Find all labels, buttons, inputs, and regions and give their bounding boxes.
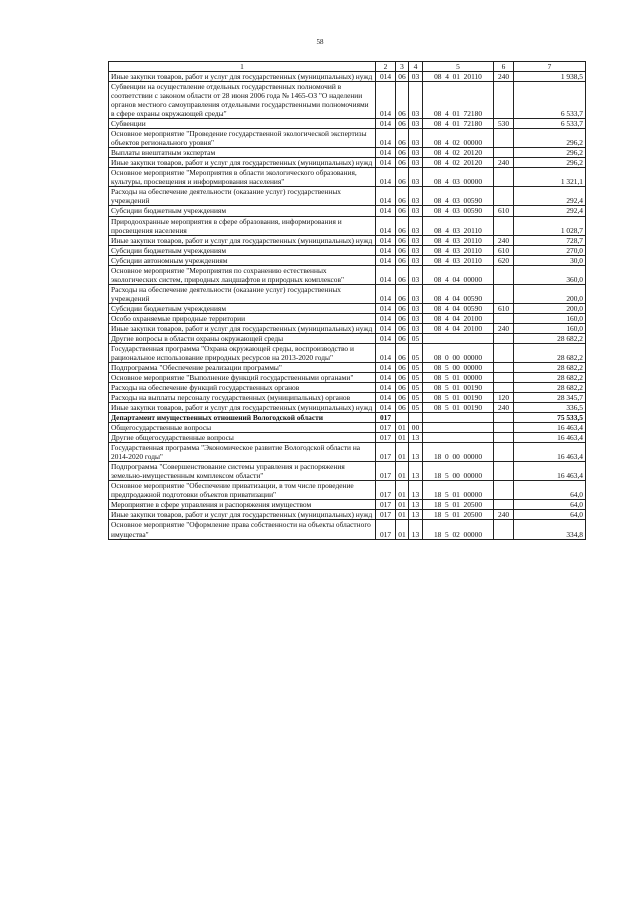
row-section: 06 — [396, 235, 409, 245]
row-section: 06 — [396, 362, 409, 372]
row-expense-type — [494, 413, 514, 423]
row-subsection: 05 — [409, 383, 423, 393]
row-name: Расходы на обеспечение деятельности (оказание услуг) государственных учреждений — [109, 284, 376, 303]
row-name: Основное мероприятие "Мероприятия по сохранению естественных экологических систем, природных ландшафтов и природных комплексов" — [109, 265, 376, 284]
row-section: 06 — [396, 148, 409, 158]
table-row — [109, 82, 586, 119]
row-target-article — [423, 423, 494, 433]
row-admin-code: 014 — [376, 373, 396, 383]
row-subsection: 13 — [409, 443, 423, 462]
row-admin-code: 017 — [376, 423, 396, 433]
row-expense-type: 530 — [494, 119, 514, 129]
row-admin-code: 017 — [376, 520, 396, 539]
row-amount: 16 463,4 — [514, 462, 586, 481]
table-row — [109, 510, 586, 520]
row-subsection: 05 — [409, 333, 423, 343]
table-row — [109, 245, 586, 255]
row-section: 06 — [396, 373, 409, 383]
row-name: Субсидии бюджетным учреждениям — [109, 245, 376, 255]
row-expense-type — [494, 313, 514, 323]
row-subsection: 03 — [409, 216, 423, 235]
row-name: Подпрограмма "Совершенствование системы управления и распоряжения земельно-имущественным комплексом области" — [109, 462, 376, 481]
table-row — [109, 323, 586, 333]
row-admin-code: 014 — [376, 216, 396, 235]
table-row — [109, 168, 586, 187]
row-name: Иные закупки товаров, работ и услуг для государственных (муниципальных) нужд — [109, 235, 376, 245]
row-expense-type — [494, 520, 514, 539]
row-name: Иные закупки товаров, работ и услуг для государственных (муниципальных) нужд — [109, 403, 376, 413]
row-subsection: 05 — [409, 343, 423, 362]
row-target-article: 08 4 04 20100 — [423, 323, 494, 333]
table-row — [109, 393, 586, 403]
row-admin-code: 017 — [376, 433, 396, 443]
table-row — [109, 462, 586, 481]
row-expense-type — [494, 333, 514, 343]
row-section: 06 — [396, 119, 409, 129]
row-section: 01 — [396, 500, 409, 510]
row-subsection: 03 — [409, 245, 423, 255]
table-row — [109, 500, 586, 510]
row-admin-code: 014 — [376, 333, 396, 343]
row-subsection: 03 — [409, 72, 423, 82]
row-target-article: 08 4 03 00590 — [423, 206, 494, 216]
row-subsection: 03 — [409, 148, 423, 158]
row-name: Основное мероприятие "Выполнение функций государственными органами" — [109, 373, 376, 383]
row-amount: 160,0 — [514, 313, 586, 323]
row-target-article: 08 5 01 00190 — [423, 383, 494, 393]
table-row — [109, 303, 586, 313]
row-admin-code: 014 — [376, 343, 396, 362]
table-row — [109, 413, 586, 423]
row-amount: 30,0 — [514, 255, 586, 265]
row-admin-code: 014 — [376, 303, 396, 313]
row-amount: 200,0 — [514, 303, 586, 313]
table-row — [109, 284, 586, 303]
row-target-article: 08 4 01 20110 — [423, 72, 494, 82]
row-target-article: 08 4 03 20110 — [423, 245, 494, 255]
row-target-article: 08 4 03 20110 — [423, 216, 494, 235]
row-target-article: 08 4 01 72180 — [423, 119, 494, 129]
row-subsection: 03 — [409, 168, 423, 187]
table-row — [109, 187, 586, 206]
row-section: 06 — [396, 403, 409, 413]
row-admin-code: 014 — [376, 72, 396, 82]
table-row — [109, 362, 586, 372]
row-target-article: 18 5 00 00000 — [423, 462, 494, 481]
row-amount: 1 028,7 — [514, 216, 586, 235]
row-target-article: 08 4 04 00590 — [423, 303, 494, 313]
table-row — [109, 423, 586, 433]
row-amount: 270,0 — [514, 245, 586, 255]
row-amount: 64,0 — [514, 500, 586, 510]
row-name: Субвенции — [109, 119, 376, 129]
row-target-article: 08 4 02 20120 — [423, 158, 494, 168]
row-subsection: 05 — [409, 362, 423, 372]
row-admin-code: 017 — [376, 443, 396, 462]
row-target-article: 18 5 02 00000 — [423, 520, 494, 539]
row-name: Расходы на выплаты персоналу государственных (муниципальных) органов — [109, 393, 376, 403]
table-row — [109, 373, 586, 383]
row-expense-type: 240 — [494, 510, 514, 520]
row-amount: 728,7 — [514, 235, 586, 245]
row-expense-type: 240 — [494, 403, 514, 413]
header-col-7: 7 — [514, 62, 586, 72]
row-section: 06 — [396, 393, 409, 403]
row-name: Другие общегосударственные вопросы — [109, 433, 376, 443]
row-target-article: 08 5 01 00000 — [423, 373, 494, 383]
row-admin-code: 014 — [376, 168, 396, 187]
row-section: 06 — [396, 383, 409, 393]
row-admin-code: 014 — [376, 245, 396, 255]
table-row — [109, 72, 586, 82]
row-subsection: 13 — [409, 481, 423, 500]
row-section: 06 — [396, 216, 409, 235]
row-name: Государственная программа "Экономическое развитие Вологодской области на 2014-2020 годы" — [109, 443, 376, 462]
row-target-article: 08 4 02 20120 — [423, 148, 494, 158]
row-name: Выплаты внештатным экспертам — [109, 148, 376, 158]
row-admin-code: 017 — [376, 481, 396, 500]
table-row — [109, 216, 586, 235]
row-expense-type: 620 — [494, 255, 514, 265]
row-subsection: 03 — [409, 323, 423, 333]
row-section: 06 — [396, 206, 409, 216]
row-name: Субсидии автономным учреждениям — [109, 255, 376, 265]
row-amount: 334,8 — [514, 520, 586, 539]
row-section: 06 — [396, 187, 409, 206]
row-subsection: 13 — [409, 520, 423, 539]
row-expense-type — [494, 129, 514, 148]
row-admin-code: 014 — [376, 82, 396, 119]
row-amount: 292,4 — [514, 187, 586, 206]
row-subsection: 03 — [409, 187, 423, 206]
row-amount: 28 682,2 — [514, 373, 586, 383]
row-amount: 16 463,4 — [514, 433, 586, 443]
row-admin-code: 014 — [376, 187, 396, 206]
row-target-article: 18 5 01 00000 — [423, 481, 494, 500]
row-target-article: 18 0 00 00000 — [423, 443, 494, 462]
row-subsection: 13 — [409, 462, 423, 481]
row-expense-type — [494, 481, 514, 500]
row-target-article — [423, 333, 494, 343]
row-amount: 28 682,2 — [514, 362, 586, 372]
row-name: Другие вопросы в области охраны окружающей среды — [109, 333, 376, 343]
row-admin-code: 014 — [376, 313, 396, 323]
row-admin-code: 014 — [376, 255, 396, 265]
row-expense-type — [494, 187, 514, 206]
row-name: Иные закупки товаров, работ и услуг для государственных (муниципальных) нужд — [109, 323, 376, 333]
row-section: 06 — [396, 245, 409, 255]
table-row — [109, 403, 586, 413]
row-expense-type: 610 — [494, 206, 514, 216]
row-name: Государственная программа "Охрана окружающей среды, воспроизводство и рациональное использование природных ресурсов на 2013-2020 годы" — [109, 343, 376, 362]
row-section: 06 — [396, 129, 409, 148]
row-subsection: 13 — [409, 433, 423, 443]
table-row — [109, 481, 586, 500]
row-admin-code: 017 — [376, 413, 396, 423]
row-section: 01 — [396, 481, 409, 500]
row-name: Мероприятие в сфере управления и распоряжения имуществом — [109, 500, 376, 510]
table-row — [109, 343, 586, 362]
row-section: 06 — [396, 313, 409, 323]
row-amount: 1 321,1 — [514, 168, 586, 187]
row-target-article: 08 5 00 00000 — [423, 362, 494, 372]
row-expense-type — [494, 500, 514, 510]
row-subsection — [409, 413, 423, 423]
row-admin-code: 014 — [376, 284, 396, 303]
row-admin-code: 014 — [376, 393, 396, 403]
row-amount: 296,2 — [514, 129, 586, 148]
row-target-article: 08 4 04 20100 — [423, 313, 494, 323]
row-section: 01 — [396, 423, 409, 433]
row-name: Расходы на обеспечение функций государственных органов — [109, 383, 376, 393]
row-expense-type: 240 — [494, 323, 514, 333]
row-admin-code: 014 — [376, 129, 396, 148]
header-row — [109, 62, 586, 72]
row-subsection: 00 — [409, 423, 423, 433]
row-expense-type: 610 — [494, 303, 514, 313]
row-subsection: 03 — [409, 284, 423, 303]
row-section: 06 — [396, 343, 409, 362]
row-name: Субсидии бюджетным учреждениям — [109, 303, 376, 313]
row-admin-code: 014 — [376, 323, 396, 333]
table-row — [109, 443, 586, 462]
row-target-article: 08 4 03 00000 — [423, 168, 494, 187]
row-amount: 28 345,7 — [514, 393, 586, 403]
row-section: 06 — [396, 323, 409, 333]
row-expense-type — [494, 443, 514, 462]
row-amount: 296,2 — [514, 148, 586, 158]
row-subsection: 05 — [409, 373, 423, 383]
row-subsection: 03 — [409, 235, 423, 245]
row-name: Основное мероприятие "Оформление права собственности на объекты областного имущества" — [109, 520, 376, 539]
table-row — [109, 313, 586, 323]
row-name: Природоохранные мероприятия в сфере образования, информирования и просвещения населения — [109, 216, 376, 235]
header-col-6: 6 — [494, 62, 514, 72]
table-row — [109, 255, 586, 265]
row-expense-type: 240 — [494, 158, 514, 168]
row-amount: 28 682,2 — [514, 333, 586, 343]
row-target-article: 08 4 02 00000 — [423, 129, 494, 148]
row-expense-type — [494, 82, 514, 119]
row-target-article: 08 4 03 00590 — [423, 187, 494, 206]
row-section: 01 — [396, 462, 409, 481]
row-admin-code: 014 — [376, 158, 396, 168]
row-name: Подпрограмма "Обеспечение реализации программы" — [109, 362, 376, 372]
table-row — [109, 265, 586, 284]
row-admin-code: 014 — [376, 119, 396, 129]
table-row — [109, 148, 586, 158]
budget-table — [108, 61, 586, 540]
row-expense-type — [494, 423, 514, 433]
table-row — [109, 235, 586, 245]
row-expense-type: 240 — [494, 235, 514, 245]
row-target-article: 08 4 04 00000 — [423, 265, 494, 284]
row-admin-code: 017 — [376, 510, 396, 520]
row-admin-code: 014 — [376, 403, 396, 413]
row-amount: 6 533,7 — [514, 82, 586, 119]
row-section: 06 — [396, 255, 409, 265]
row-admin-code: 014 — [376, 206, 396, 216]
row-name: Основное мероприятие "Обеспечение приватизации, в том числе проведение предпродажной подготовки объектов приватизации" — [109, 481, 376, 500]
header-col-1: 1 — [109, 62, 376, 72]
row-target-article: 08 4 01 72180 — [423, 82, 494, 119]
table-body — [109, 72, 586, 540]
header-col-3: 3 — [396, 62, 409, 72]
row-name: Департамент имущественных отношений Вологодской области — [109, 413, 376, 423]
row-target-article: 08 4 04 00590 — [423, 284, 494, 303]
row-section: 06 — [396, 72, 409, 82]
row-subsection: 13 — [409, 500, 423, 510]
row-admin-code: 017 — [376, 500, 396, 510]
row-subsection: 03 — [409, 313, 423, 323]
row-expense-type — [494, 343, 514, 362]
row-target-article — [423, 413, 494, 423]
row-admin-code: 017 — [376, 462, 396, 481]
row-name: Общегосударственные вопросы — [109, 423, 376, 433]
row-subsection: 03 — [409, 255, 423, 265]
row-name: Расходы на обеспечение деятельности (оказание услуг) государственных учреждений — [109, 187, 376, 206]
page-number: 58 — [316, 38, 324, 46]
row-expense-type — [494, 433, 514, 443]
row-amount: 16 463,4 — [514, 443, 586, 462]
row-subsection: 03 — [409, 158, 423, 168]
row-subsection: 03 — [409, 129, 423, 148]
row-admin-code: 014 — [376, 265, 396, 284]
row-admin-code: 014 — [376, 235, 396, 245]
row-subsection: 03 — [409, 119, 423, 129]
header-col-5: 5 — [423, 62, 494, 72]
row-expense-type — [494, 265, 514, 284]
row-subsection: 03 — [409, 303, 423, 313]
row-amount: 28 682,2 — [514, 343, 586, 362]
row-target-article: 18 5 01 20500 — [423, 500, 494, 510]
header-col-2: 2 — [376, 62, 396, 72]
row-section: 06 — [396, 158, 409, 168]
row-admin-code: 014 — [376, 362, 396, 372]
row-name: Иные закупки товаров, работ и услуг для государственных (муниципальных) нужд — [109, 72, 376, 82]
row-subsection: 05 — [409, 393, 423, 403]
row-name: Субсидии бюджетным учреждениям — [109, 206, 376, 216]
header-col-4: 4 — [409, 62, 423, 72]
row-section: 06 — [396, 284, 409, 303]
row-expense-type: 240 — [494, 72, 514, 82]
row-name: Основное мероприятие "Мероприятия в области экологического образования, культуры, просвещения и информирования населения" — [109, 168, 376, 187]
row-expense-type — [494, 373, 514, 383]
row-section: 06 — [396, 333, 409, 343]
row-target-article: 18 5 01 20500 — [423, 510, 494, 520]
row-section: 06 — [396, 82, 409, 119]
table-row — [109, 433, 586, 443]
row-target-article — [423, 433, 494, 443]
row-subsection: 03 — [409, 206, 423, 216]
row-expense-type — [494, 462, 514, 481]
row-expense-type — [494, 362, 514, 372]
row-admin-code: 014 — [376, 383, 396, 393]
row-section — [396, 413, 409, 423]
row-expense-type: 610 — [494, 245, 514, 255]
row-expense-type — [494, 383, 514, 393]
table-row — [109, 333, 586, 343]
row-name: Основное мероприятие "Проведение государственной экологической экспертизы объектов регионального уровня" — [109, 129, 376, 148]
table-row — [109, 158, 586, 168]
row-amount: 292,4 — [514, 206, 586, 216]
row-target-article: 08 5 01 00190 — [423, 393, 494, 403]
row-section: 01 — [396, 443, 409, 462]
row-target-article: 08 5 01 00190 — [423, 403, 494, 413]
row-amount: 296,2 — [514, 158, 586, 168]
row-name: Субвенции на осуществление отдельных государственных полномочий в соответствии с законом области от 28 июня 2006 года № 1465-ОЗ "О наделении органов местного самоуправления отдельными государственными полномочиями в сфере охраны окружающей среды" — [109, 82, 376, 119]
table-row — [109, 520, 586, 539]
row-expense-type: 120 — [494, 393, 514, 403]
row-name: Иные закупки товаров, работ и услуг для государственных (муниципальных) нужд — [109, 158, 376, 168]
row-admin-code: 014 — [376, 148, 396, 158]
table-row — [109, 383, 586, 393]
row-section: 06 — [396, 303, 409, 313]
row-subsection: 03 — [409, 82, 423, 119]
row-amount: 64,0 — [514, 510, 586, 520]
row-target-article: 08 4 03 20110 — [423, 255, 494, 265]
row-section: 01 — [396, 433, 409, 443]
row-amount: 1 938,5 — [514, 72, 586, 82]
row-amount: 360,0 — [514, 265, 586, 284]
row-expense-type — [494, 148, 514, 158]
row-subsection: 05 — [409, 403, 423, 413]
row-subsection: 13 — [409, 510, 423, 520]
row-amount: 6 533,7 — [514, 119, 586, 129]
row-amount: 64,0 — [514, 481, 586, 500]
table-row — [109, 206, 586, 216]
row-target-article: 08 0 00 00000 — [423, 343, 494, 362]
row-amount: 16 463,4 — [514, 423, 586, 433]
row-section: 06 — [396, 168, 409, 187]
row-target-article: 08 4 03 20110 — [423, 235, 494, 245]
row-amount: 200,0 — [514, 284, 586, 303]
row-amount: 160,0 — [514, 323, 586, 333]
row-subsection: 03 — [409, 265, 423, 284]
table-row — [109, 129, 586, 148]
row-amount: 336,5 — [514, 403, 586, 413]
row-section: 06 — [396, 265, 409, 284]
row-amount: 28 682,2 — [514, 383, 586, 393]
row-expense-type — [494, 216, 514, 235]
row-name: Иные закупки товаров, работ и услуг для государственных (муниципальных) нужд — [109, 510, 376, 520]
row-expense-type — [494, 168, 514, 187]
row-amount: 75 533,5 — [514, 413, 586, 423]
row-section: 01 — [396, 520, 409, 539]
row-expense-type — [494, 284, 514, 303]
table-row — [109, 119, 586, 129]
row-section: 01 — [396, 510, 409, 520]
row-name: Особо охраняемые природные территории — [109, 313, 376, 323]
